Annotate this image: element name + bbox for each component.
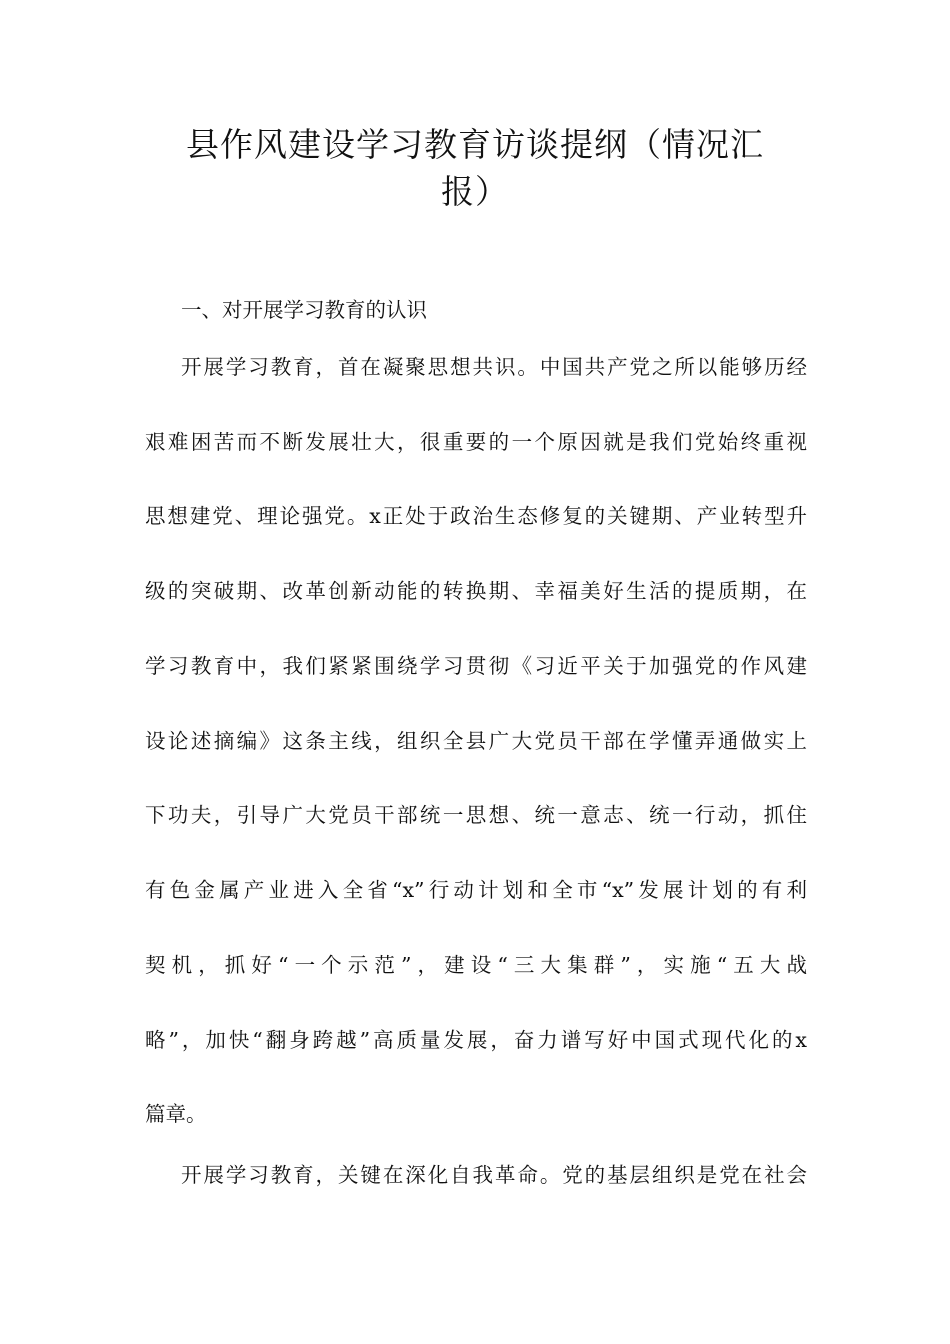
- paragraph-line: 开展学习教育，首在凝聚思想共识。中国共产党之所以能够历经: [181, 355, 807, 379]
- paragraph-line: 契机，抓好“一个示范”，建设“三大集群”，实施“五大战: [145, 953, 807, 977]
- document-title-line-1: 县作风建设学习教育访谈提纲（情况汇: [186, 125, 764, 164]
- section-heading: 一、对开展学习教育的认识: [181, 298, 427, 322]
- paragraph-line: 开展学习教育，关键在深化自我革命。党的基层组织是党在社会: [181, 1163, 807, 1187]
- paragraph-line: 学习教育中，我们紧紧围绕学习贯彻《习近平关于加强党的作风建: [145, 654, 807, 678]
- paragraph-line: 有色金属产业进入全省“x”行动计划和全市“x”发展计划的有利: [145, 878, 807, 902]
- paragraph-line: 篇章。: [145, 1102, 207, 1126]
- paragraph-line: 艰难困苦而不断发展壮大，很重要的一个原因就是我们党始终重视: [145, 430, 807, 454]
- document-title-line-2: 报）: [441, 172, 509, 211]
- paragraph-line: 下功夫，引导广大党员干部统一思想、统一意志、统一行动，抓住: [145, 803, 807, 827]
- paragraph-line: 思想建党、理论强党。x正处于政治生态修复的关键期、产业转型升: [145, 504, 807, 528]
- paragraph-line: 设论述摘编》这条主线，组织全县广大党员干部在学懂弄通做实上: [145, 729, 807, 753]
- paragraph-line: 级的突破期、改革创新动能的转换期、幸福美好生活的提质期，在: [145, 579, 807, 603]
- paragraph-line: 略”，加快“翻身跨越”高质量发展，奋力谱写好中国式现代化的x: [145, 1028, 807, 1052]
